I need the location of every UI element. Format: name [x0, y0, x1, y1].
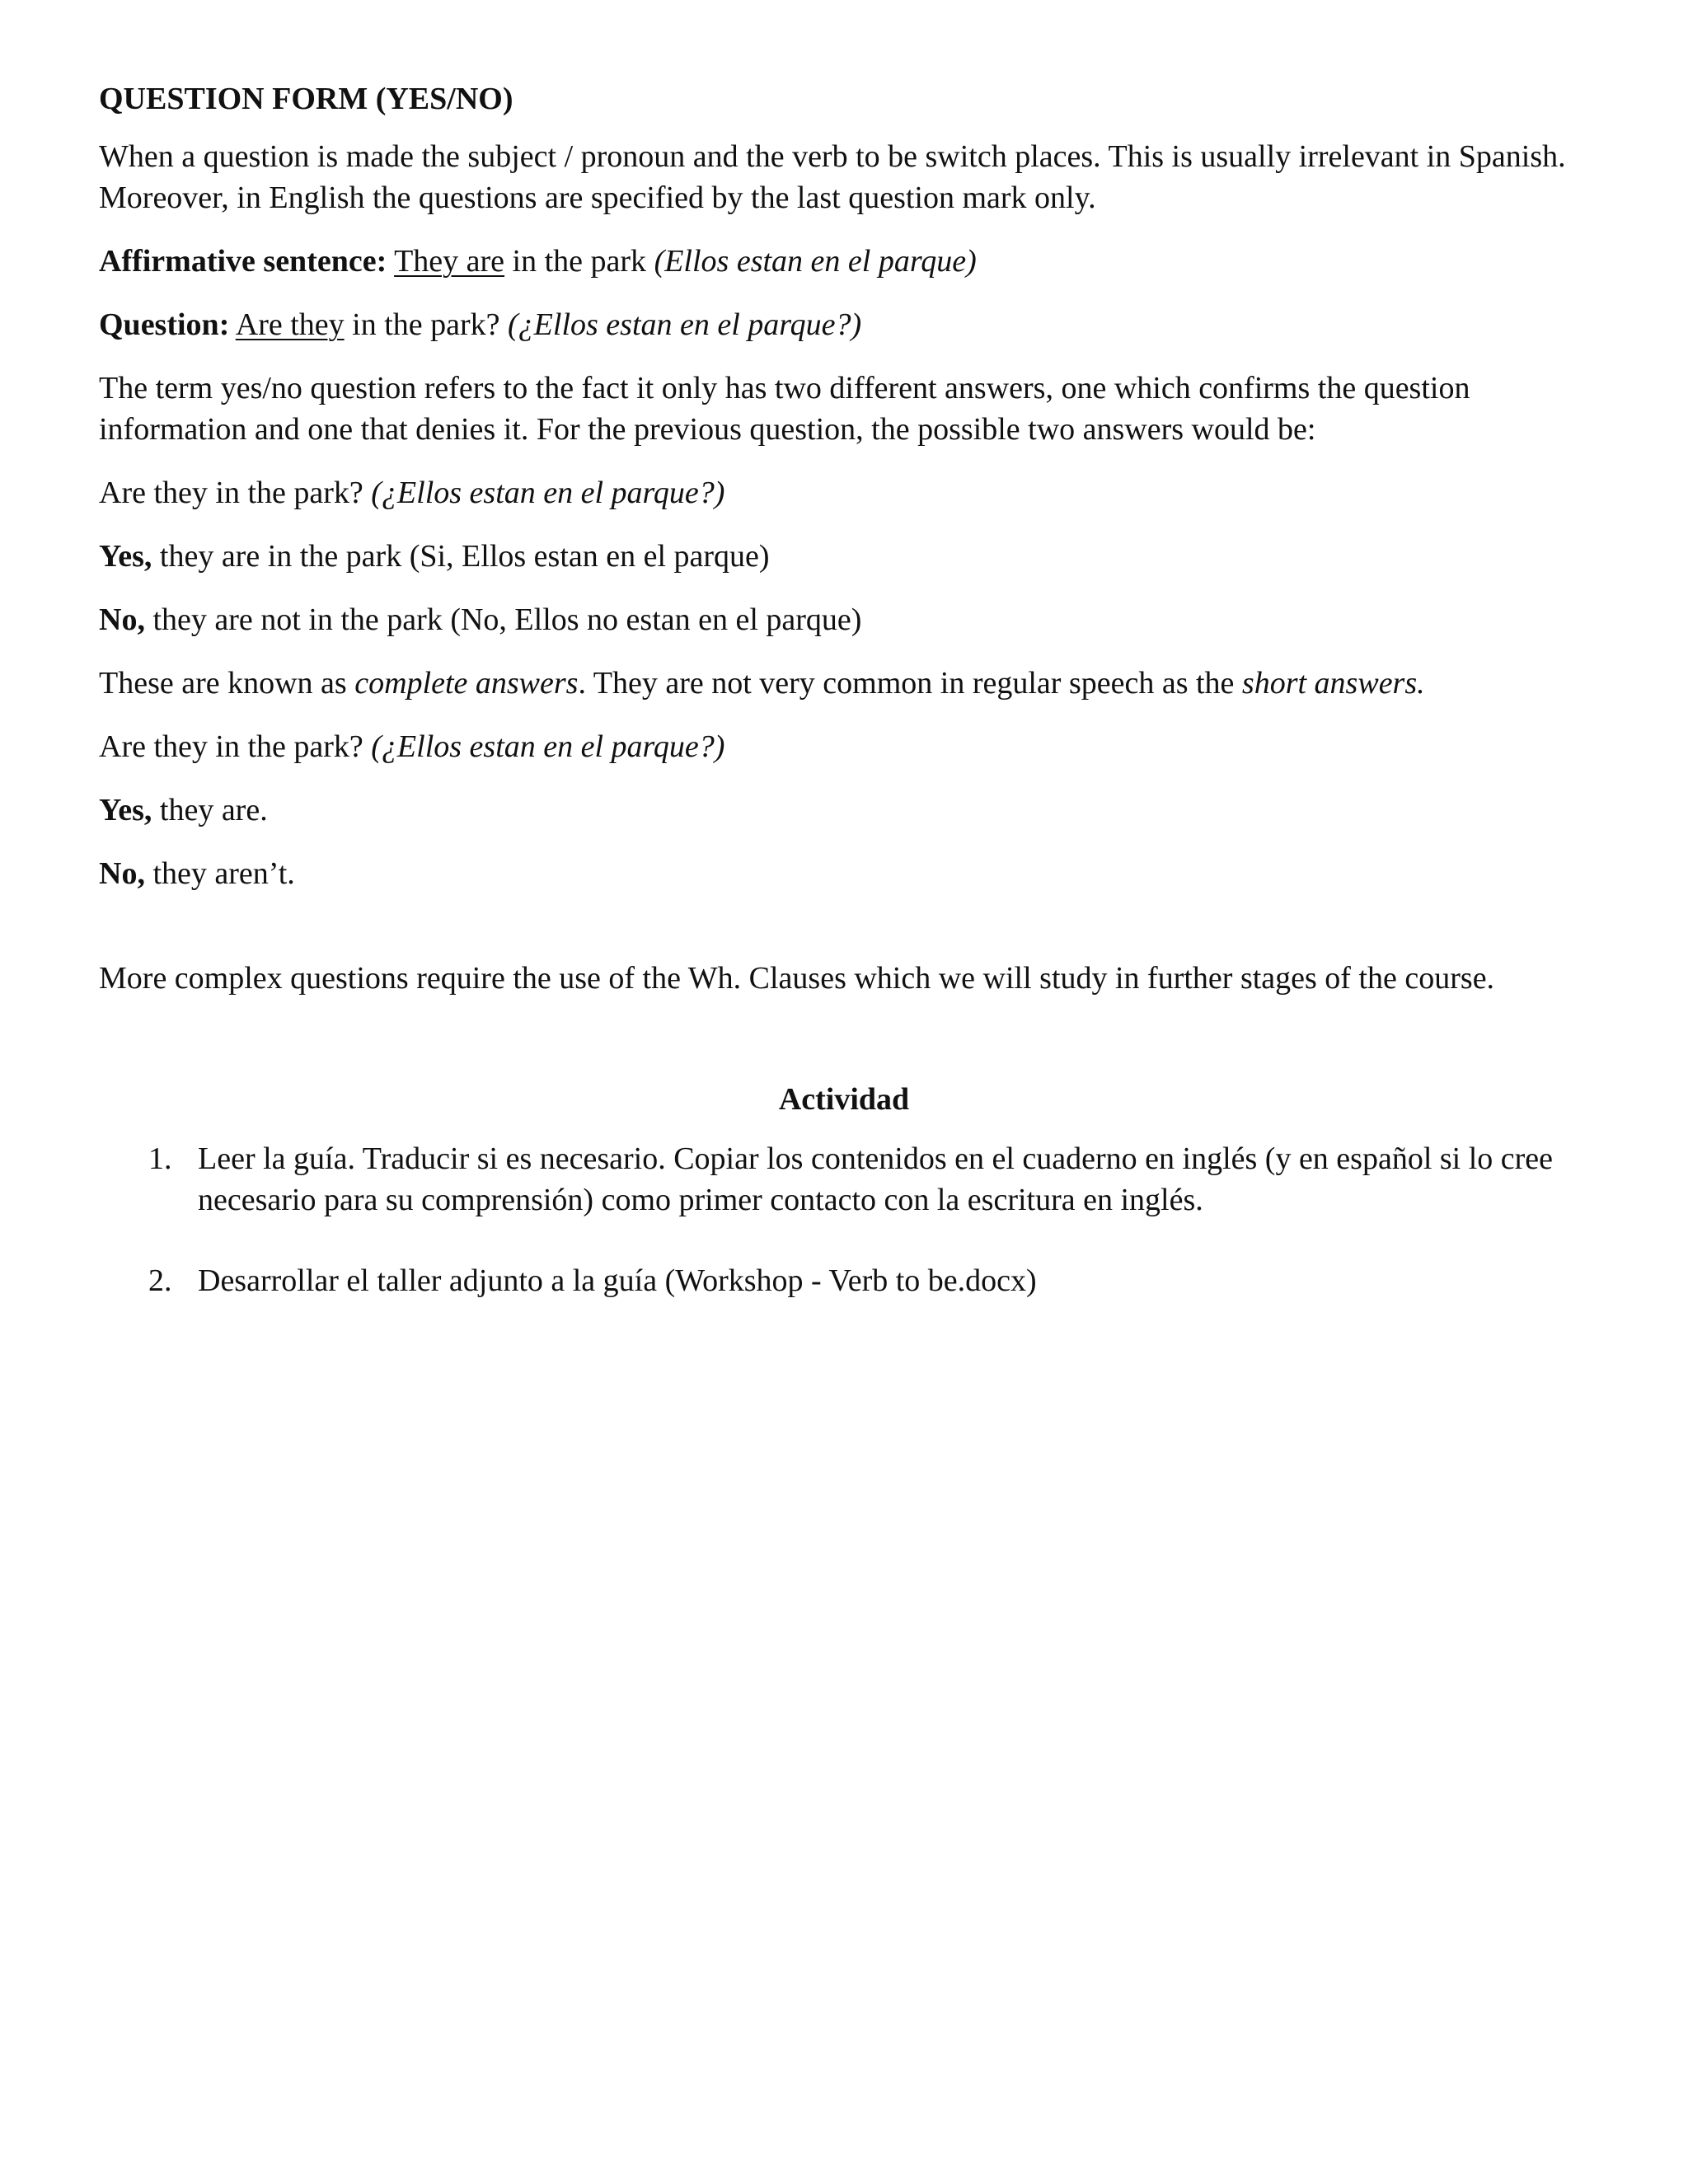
question-rest: in the park? — [344, 307, 509, 342]
short-yes-text: they are. — [152, 793, 268, 827]
question-underlined: Are they — [235, 307, 345, 342]
complete-question-text: Are they in the park? — [99, 476, 372, 510]
activity-item-2 — [99, 1260, 1589, 1301]
short-no-answer — [99, 853, 1589, 894]
short-question-translation: (¿Ellos estan en el parque?) — [371, 729, 725, 764]
known-as-part2: . They are not very common in regular speech as the — [578, 666, 1242, 701]
complete-yes-answer — [99, 536, 1589, 577]
affirmative-rest: in the park — [504, 244, 654, 279]
intro-paragraph: When a question is made the subject / pronoun and the verb to be switch places. This is usually irrelevant in Spanish. Moreover, in English the questions are specified by the last question mark only. — [99, 139, 1566, 215]
complete-example-question — [99, 472, 1589, 513]
known-as-italic2: short answers. — [1241, 666, 1425, 701]
short-example-question — [99, 726, 1589, 767]
complete-no-answer — [99, 599, 1589, 640]
affirmative-translation: (Ellos estan en el parque) — [654, 244, 977, 279]
question-sentence — [99, 304, 1589, 345]
short-question-text: Are they in the park? — [99, 729, 372, 764]
affirmative-underlined: They are — [394, 244, 505, 279]
short-yes-answer — [99, 790, 1589, 831]
activity-item-number: 2. — [148, 1263, 172, 1298]
section-title: QUESTION FORM (YES/NO) — [99, 82, 513, 116]
short-yes-label: Yes, — [99, 793, 152, 827]
spacer — [99, 916, 1589, 958]
document-page — [99, 78, 1589, 1341]
explanation-paragraph: The term yes/no question refers to the fact it only has two different answers, one which confirms the question information and one that denies it. For the previous question, the possible two answers would be: — [99, 371, 1470, 447]
affirmative-sentence — [99, 241, 1589, 282]
known-as-part1: These are known as — [99, 666, 355, 701]
activity-item-text: Leer la guía. Traducir si es necesario. Copiar los contenidos en el cuaderno en inglés (y en español si lo cree necesario para su comprensión) como primer contacto con la escritura en inglés. — [198, 1141, 1554, 1217]
question-translation: (¿Ellos estan en el parque?) — [508, 307, 862, 342]
short-no-label: No, — [99, 856, 145, 891]
activity-list — [99, 1138, 1589, 1301]
spacer — [99, 1021, 1589, 1079]
complete-yes-text: they are in the park (Si, Ellos estan en el parque) — [152, 539, 770, 574]
complete-yes-label: Yes, — [99, 539, 152, 574]
activity-item-1 — [99, 1138, 1589, 1221]
complete-no-label: No, — [99, 602, 145, 637]
activity-item-number: 1. — [148, 1141, 172, 1176]
activity-item-text: Desarrollar el taller adjunto a la guía (Workshop - Verb to be.docx) — [198, 1263, 1037, 1298]
complete-no-text: they are not in the park (No, Ellos no estan en el parque) — [144, 602, 862, 637]
known-as-italic1: complete answers — [354, 666, 579, 701]
affirmative-label: Affirmative sentence: — [99, 244, 387, 279]
complex-note-paragraph: More complex questions require the use of the Wh. Clauses which we will study in further stages of the course. — [99, 961, 1495, 996]
short-no-text: they aren’t. — [144, 856, 295, 891]
question-label: Question: — [99, 307, 230, 342]
activity-title: Actividad — [778, 1082, 910, 1117]
known-as-paragraph — [99, 663, 1589, 704]
complete-question-translation: (¿Ellos estan en el parque?) — [371, 476, 725, 510]
